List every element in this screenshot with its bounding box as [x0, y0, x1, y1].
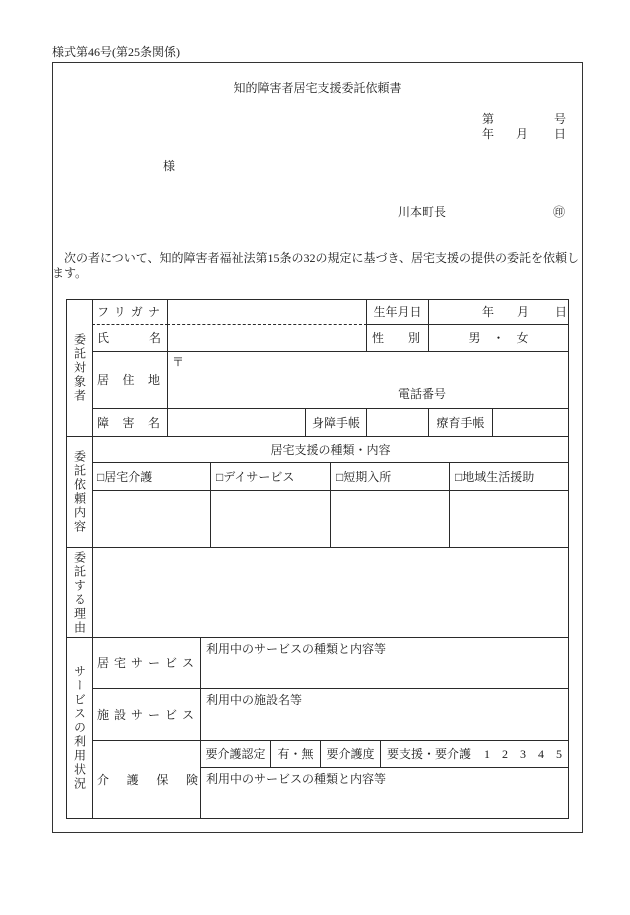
sex-label-cell [366, 324, 429, 352]
care-level-options-cell [380, 740, 569, 768]
support-types-header: 居宅支援の種類・内容 [270, 442, 391, 457]
document-title: 知的障害者居宅支援委託依頼書 [233, 81, 402, 95]
physical-handbook-field [366, 408, 429, 437]
care-insurance-field [200, 767, 569, 819]
section-service-usage-heading [66, 637, 93, 819]
address-label: 居住地 [97, 373, 160, 387]
date-month: 月 [516, 127, 529, 141]
name-label-cell [92, 324, 168, 352]
sex-options: 男・女 [468, 331, 541, 345]
section-request-heading [66, 436, 93, 548]
care-level-5: 5 [556, 747, 563, 761]
name-field [167, 324, 367, 352]
care-certification-options: 有・無 [277, 747, 314, 761]
addressee-honorific: 様 [163, 159, 176, 173]
facility-service-label-cell [92, 688, 201, 741]
support-detail-home-care [92, 490, 211, 548]
birthdate-year-unit: 年 [482, 305, 495, 319]
care-level-label-cell [320, 740, 381, 768]
facility-service-note: 利用中の施設名等 [206, 693, 303, 707]
facility-service-field [200, 688, 569, 741]
phone-label: 電話番号 [398, 387, 447, 401]
physical-handbook-label-cell [305, 408, 367, 437]
birthdate-field [428, 299, 569, 325]
form-number: 様式第46号(第25条関係) [52, 45, 180, 59]
section-reason-heading-text: 委託する理由 [72, 550, 87, 635]
support-detail-group-living [449, 490, 569, 548]
home-service-field [200, 637, 569, 689]
support-option-label: □地域生活援助 [455, 469, 535, 484]
care-level-3: 3 [520, 747, 527, 761]
disability-label: 障害名 [97, 415, 160, 430]
furigana-field [167, 299, 367, 325]
postal-mark: 〒 [172, 355, 185, 369]
support-option-short-stay [330, 462, 450, 491]
birthdate-month-unit: 月 [517, 305, 530, 319]
care-certification-label-cell [200, 740, 271, 768]
document-number-suffix: 号 [554, 112, 567, 126]
section-request-heading-text: 委託依頼内容 [72, 450, 87, 534]
support-option-group-living [449, 462, 569, 491]
care-level-category: 要支援・要介護 [387, 747, 472, 761]
furigana-label: フリガナ [97, 305, 160, 319]
address-label-cell [92, 351, 168, 409]
name-label: 氏名 [97, 331, 161, 345]
care-level-4: 4 [538, 747, 545, 761]
date-day: 日 [554, 127, 567, 141]
support-option-label: □居宅介護 [97, 469, 153, 484]
request-body-text: 次の者について、知的障害者福祉法第15条の32の規定に基づき、居宅支援の提供の委託を依頼します。 [52, 251, 580, 280]
care-insurance-note: 利用中のサービスの種類と内容等 [206, 772, 387, 786]
birthdate-label-cell [366, 299, 429, 325]
support-types-header-cell [92, 436, 569, 463]
care-insurance-label-cell [92, 740, 201, 819]
section-service-usage-heading-text: サービスの利用状況 [72, 665, 87, 791]
support-option-label: □短期入所 [336, 469, 392, 484]
reason-field [92, 547, 569, 638]
care-certification-label: 要介護認定 [205, 747, 266, 761]
birthdate-label: 生年月日 [373, 305, 422, 319]
rehabilitation-handbook-field [492, 408, 569, 437]
rehabilitation-handbook-label: 療育手帳 [436, 415, 485, 430]
home-service-label: 居宅サービス [97, 656, 194, 670]
home-service-note: 利用中のサービスの種類と内容等 [206, 642, 387, 656]
support-detail-short-stay [330, 490, 450, 548]
care-certification-options-cell [270, 740, 321, 768]
disability-field [167, 408, 306, 437]
care-level-1: 1 [484, 747, 491, 761]
rehabilitation-handbook-label-cell [428, 408, 493, 437]
section-subject-heading-text: 委託対象者 [72, 333, 87, 403]
facility-service-label: 施設サービス [97, 707, 194, 722]
support-option-home-care [92, 462, 211, 491]
sex-label: 性別 [372, 331, 420, 345]
sender-name: 川本町長 [398, 205, 447, 219]
support-detail-day-service [210, 490, 331, 548]
section-subject-heading [66, 299, 93, 437]
address-field [167, 351, 569, 409]
seal-mark: ㊞ [553, 205, 566, 219]
section-reason-heading [66, 547, 93, 638]
furigana-label-cell [92, 299, 168, 325]
support-option-label: □デイサービス [216, 469, 295, 484]
care-level-2: 2 [502, 747, 509, 761]
birthdate-day-unit: 日 [555, 305, 568, 319]
date-year: 年 [482, 127, 495, 141]
support-option-day-service [210, 462, 331, 491]
disability-label-cell [92, 408, 168, 437]
care-level-label: 要介護度 [326, 747, 375, 761]
care-insurance-label: 介護保険 [97, 772, 198, 787]
physical-handbook-label: 身障手帳 [311, 415, 360, 430]
document-number-prefix: 第 [482, 112, 495, 126]
sex-field [428, 324, 569, 352]
home-service-label-cell [92, 637, 201, 689]
